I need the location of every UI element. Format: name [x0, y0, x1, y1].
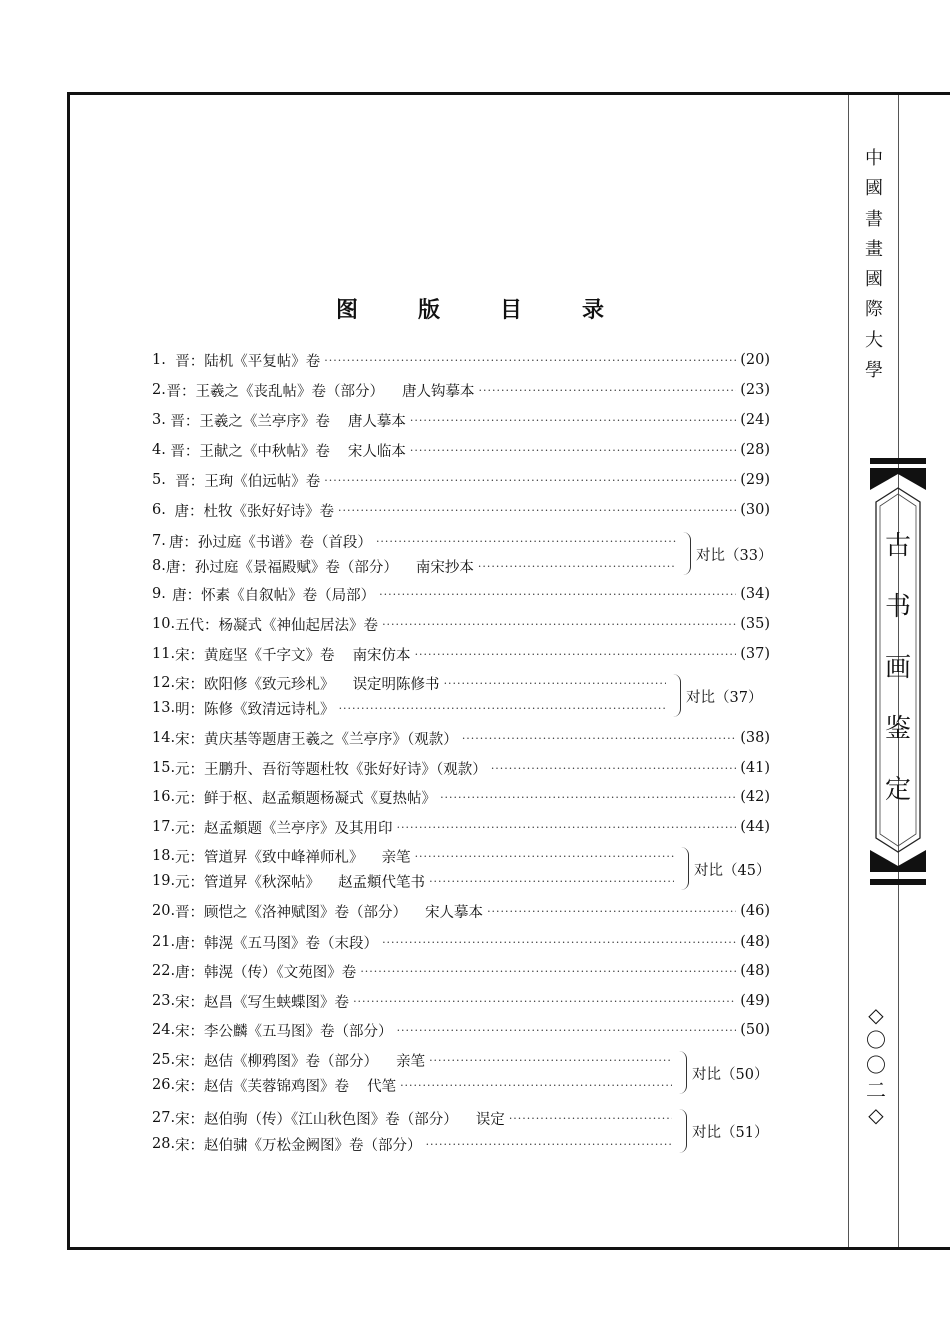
series-title-char: 國 — [865, 269, 883, 291]
toc-entry-title: 五代：杨凝式《神仙起居法》卷 — [175, 617, 379, 634]
toc-entry-title: 宋：黄庭坚《千字文》卷 — [175, 647, 335, 664]
toc-entry-title: 宋：赵伯驹（传）《江山秋色图》卷（部分） — [175, 1111, 458, 1128]
toc-entry — [152, 727, 770, 749]
toc-entry-title: 晋：王羲之《丧乱帖》卷（部分） — [166, 383, 385, 400]
toc-entry-note: 南宋抄本 — [415, 559, 474, 576]
toc-leader-dots — [440, 791, 736, 804]
toc-leader-dots — [410, 414, 736, 427]
toc-entry-title: 晋：王珣《伯远帖》卷 — [175, 473, 321, 490]
toc-entry-note: 代笔 — [367, 1078, 397, 1095]
toc-entry-page: (48) — [740, 963, 770, 979]
toc-leader-dots — [429, 1054, 672, 1067]
toc-leader-dots — [376, 535, 676, 548]
page-number-char: 二 — [866, 1078, 886, 1102]
toc-entry-number: 20. — [152, 903, 176, 919]
toc-entry — [152, 530, 680, 552]
toc-entry-page: (30) — [740, 502, 770, 518]
toc-entry-title: 唐：怀素《自叙帖》卷（局部） — [172, 587, 376, 604]
comparison-brace — [678, 1109, 687, 1153]
toc-entry — [152, 555, 680, 577]
page-title-char: 版 — [417, 297, 440, 323]
toc-entry-number: 22. — [152, 963, 176, 979]
toc-entry-number: 27. — [152, 1110, 176, 1126]
toc-entry — [152, 1019, 770, 1041]
toc-entry — [152, 469, 770, 491]
toc-entry-number: 2. — [152, 382, 166, 398]
comparison-label: 对比（50） — [692, 1066, 769, 1083]
page-title-char: 图 — [336, 297, 359, 323]
toc-entry — [152, 1133, 676, 1155]
toc-entry — [152, 900, 770, 922]
toc-entry-title: 元：管道昇《致中峰禅师札》 — [175, 849, 364, 866]
toc-entry-page: (42) — [740, 789, 770, 805]
comparison-brace — [680, 847, 689, 890]
toc-entry-number: 10. — [152, 616, 176, 632]
volume-title-char: 鉴 — [884, 714, 911, 744]
toc-entry-number: 12. — [152, 675, 176, 691]
comparison-label: 对比（33） — [696, 547, 773, 564]
toc-entry-title: 唐：孙过庭《书谱》卷（首段） — [168, 534, 372, 551]
toc-entry-number: 4. — [152, 442, 166, 458]
toc-entry-title: 宋：赵佶《芙蓉锦鸡图》卷 — [175, 1078, 350, 1095]
toc-entry-note: 宋人摹本 — [425, 904, 484, 921]
toc-entry — [152, 643, 770, 665]
toc-entry-title: 明：陈修《致清远诗札》 — [175, 701, 335, 718]
toc-entry-page: (28) — [740, 442, 770, 458]
toc-entry-number: 25. — [152, 1052, 176, 1068]
toc-leader-dots — [397, 821, 737, 834]
toc-entry-number: 6. — [152, 502, 166, 518]
toc-entry-title: 元：管道昇《秋深帖》 — [175, 874, 321, 891]
toc-entry-note: 亲笔 — [381, 849, 411, 866]
toc-entry — [152, 1049, 676, 1071]
toc-entry-page: (24) — [740, 412, 770, 428]
toc-entry — [152, 379, 770, 401]
panel-bar-top — [870, 458, 926, 464]
toc-entry-number: 3. — [152, 412, 166, 428]
toc-entry-page: (20) — [740, 352, 770, 368]
volume-title-char: 古 — [884, 531, 911, 561]
page-title-char: 录 — [581, 297, 604, 323]
page-number-char: ◇ — [868, 1003, 884, 1027]
toc-leader-dots — [324, 474, 736, 487]
toc-leader-dots — [397, 1024, 737, 1037]
toc-entry-note: 唐人钩摹本 — [402, 383, 475, 400]
toc-entry-title: 宋：黄庆基等题唐王羲之《兰亭序》（观款） — [175, 731, 458, 748]
toc-entry-page: (46) — [740, 903, 770, 919]
toc-entry — [152, 409, 770, 431]
comparison-brace — [678, 1051, 687, 1094]
margin-rule-left — [848, 95, 849, 1247]
toc-entry-title: 唐：孙过庭《景福殿赋》卷（部分） — [165, 559, 398, 576]
toc-leader-dots — [415, 850, 674, 863]
toc-entry-number: 18. — [152, 848, 176, 864]
toc-entry-number: 11. — [152, 646, 176, 662]
toc-entry-title: 宋：赵佶《柳鸦图》卷（部分） — [175, 1053, 379, 1070]
toc-entry — [152, 439, 770, 461]
toc-leader-dots — [478, 560, 676, 573]
toc-entry-number: 15. — [152, 760, 176, 776]
toc-entry-page: (29) — [740, 472, 770, 488]
toc-leader-dots — [415, 648, 737, 661]
toc-entry-note: 亲笔 — [396, 1053, 426, 1070]
toc-entry-number: 19. — [152, 873, 176, 889]
page-number-char: 〇 — [866, 1028, 886, 1052]
toc-entry-page: (49) — [740, 993, 770, 1009]
toc-leader-dots — [479, 384, 737, 397]
toc-entry-number: 24. — [152, 1022, 176, 1038]
toc-entry — [152, 870, 678, 892]
toc-entry — [152, 613, 770, 635]
page-number-char: 〇 — [866, 1053, 886, 1077]
toc-entry-page: (44) — [740, 819, 770, 835]
toc-leader-dots — [360, 965, 736, 978]
toc-leader-dots — [410, 444, 736, 457]
toc-leader-dots — [509, 1112, 672, 1125]
volume-title-panel — [870, 468, 926, 872]
toc-entry — [152, 1074, 676, 1096]
comparison-label: 对比（51） — [692, 1125, 769, 1141]
toc-entry-title: 宋：赵昌《写生蛱蝶图》卷 — [175, 994, 350, 1011]
toc-entry-title: 唐：杜牧《张好好诗》卷 — [174, 503, 334, 520]
toc-leader-dots — [382, 618, 736, 631]
toc-entry — [152, 816, 770, 838]
toc-entry-number: 16. — [152, 789, 176, 805]
toc-leader-dots — [324, 354, 736, 367]
series-title-char: 大 — [865, 329, 883, 351]
panel-bar-bottom — [870, 879, 926, 885]
toc-entry-title: 元：鲜于枢、赵孟頫题杨凝式《夏热帖》 — [175, 790, 437, 807]
toc-entry-note: 唐人摹本 — [347, 413, 406, 430]
toc-entry-title: 唐：韩滉《五马图》卷（末段） — [175, 935, 379, 952]
toc-entry-number: 7. — [152, 533, 166, 549]
toc-entry-number: 14. — [152, 730, 176, 746]
toc-entry-page: (50) — [740, 1022, 770, 1038]
toc-entry — [152, 845, 678, 867]
page-title — [336, 293, 604, 324]
toc-leader-dots — [353, 995, 736, 1008]
volume-title-char: 书 — [884, 592, 911, 622]
series-title — [860, 150, 888, 380]
series-title-char: 國 — [865, 178, 883, 200]
toc-entry — [152, 960, 770, 982]
page-number — [862, 1005, 890, 1125]
toc-entry — [152, 786, 770, 808]
toc-entry-note: 误定 — [475, 1111, 505, 1128]
toc-entry-number: 9. — [152, 586, 166, 602]
toc-entry — [152, 672, 670, 694]
series-title-char: 際 — [865, 299, 883, 321]
toc-leader-dots — [382, 936, 736, 949]
toc-leader-dots — [339, 702, 666, 715]
toc-entry-number: 5. — [152, 472, 166, 488]
toc-entry-title: 晋：顾恺之《洛神赋图》卷（部分） — [175, 904, 408, 921]
toc-entry-page: (41) — [740, 760, 770, 776]
toc-leader-dots — [400, 1079, 672, 1092]
comparison-label: 对比（45） — [694, 862, 771, 879]
volume-title-char: 画 — [884, 653, 911, 683]
toc-leader-dots — [429, 875, 674, 888]
comparison-brace — [672, 674, 681, 717]
toc-leader-dots — [491, 762, 736, 775]
toc-entry — [152, 697, 670, 719]
toc-leader-dots — [379, 588, 736, 601]
toc-entry-number: 8. — [152, 558, 166, 574]
toc-entry-page: (48) — [740, 934, 770, 950]
toc-entry-page: (34) — [740, 586, 770, 602]
toc-entry-title: 元：赵孟頫题《兰亭序》及其用印 — [175, 820, 393, 837]
toc-entry — [152, 990, 770, 1012]
toc-entry-title: 宋：欧阳修《致元珍札》 — [175, 676, 335, 693]
toc-entry-title: 宋：赵伯骕《万松金阙图》卷（部分） — [175, 1137, 422, 1154]
comparison-label: 对比（37） — [686, 689, 763, 706]
toc-entry — [152, 583, 770, 605]
toc-entry-number: 26. — [152, 1077, 176, 1093]
toc-leader-dots — [338, 504, 736, 517]
toc-entry-page: (23) — [740, 382, 770, 398]
volume-title-char: 定 — [884, 775, 911, 805]
series-title-char: 學 — [865, 359, 883, 381]
toc-entry-note: 宋人临本 — [347, 443, 406, 460]
toc-leader-dots — [487, 905, 736, 918]
toc-entry-page: (35) — [740, 616, 770, 632]
toc-entry — [152, 1107, 676, 1129]
toc-entry — [152, 349, 770, 371]
toc-entry-page: (38) — [740, 730, 770, 746]
toc-entry-title: 元：王鹏升、吾衍等题杜牧《张好好诗》（观款） — [175, 761, 487, 778]
toc-entry — [152, 757, 770, 779]
toc-entry-title: 晋：陆机《平复帖》卷 — [175, 353, 321, 370]
series-title-char: 中 — [865, 148, 883, 169]
toc-entry-title: 晋：王羲之《兰亭序》卷 — [170, 413, 330, 430]
toc-entry-number: 1. — [152, 352, 166, 368]
toc-entry-note: 赵孟頫代笔书 — [338, 874, 426, 891]
toc-entry-number: 28. — [152, 1136, 176, 1152]
page-number-char: ◇ — [868, 1103, 884, 1127]
toc-entry-number: 23. — [152, 993, 176, 1009]
toc-entry-title: 晋：王献之《中秋帖》卷 — [170, 443, 330, 460]
toc-leader-dots — [426, 1138, 672, 1151]
toc-entry — [152, 499, 770, 521]
toc-entry-number: 13. — [152, 700, 176, 716]
toc-leader-dots — [444, 677, 666, 690]
toc-entry-title: 唐：韩滉（传）《文苑图》卷 — [175, 964, 357, 981]
comparison-brace — [682, 532, 691, 575]
page-title-char: 目 — [499, 297, 522, 323]
toc-entry-note: 误定明陈修书 — [352, 676, 440, 693]
series-title-char: 畫 — [865, 238, 883, 260]
toc-entry-number: 21. — [152, 934, 176, 950]
toc-entry-title: 宋：李公麟《五马图》卷（部分） — [175, 1023, 393, 1040]
toc-entry-number: 17. — [152, 819, 176, 835]
toc-entry-note: 南宋仿本 — [352, 647, 411, 664]
toc-entry — [152, 931, 770, 953]
toc-leader-dots — [462, 732, 736, 745]
series-title-char: 書 — [865, 208, 883, 230]
toc-entry-page: (37) — [740, 646, 770, 662]
